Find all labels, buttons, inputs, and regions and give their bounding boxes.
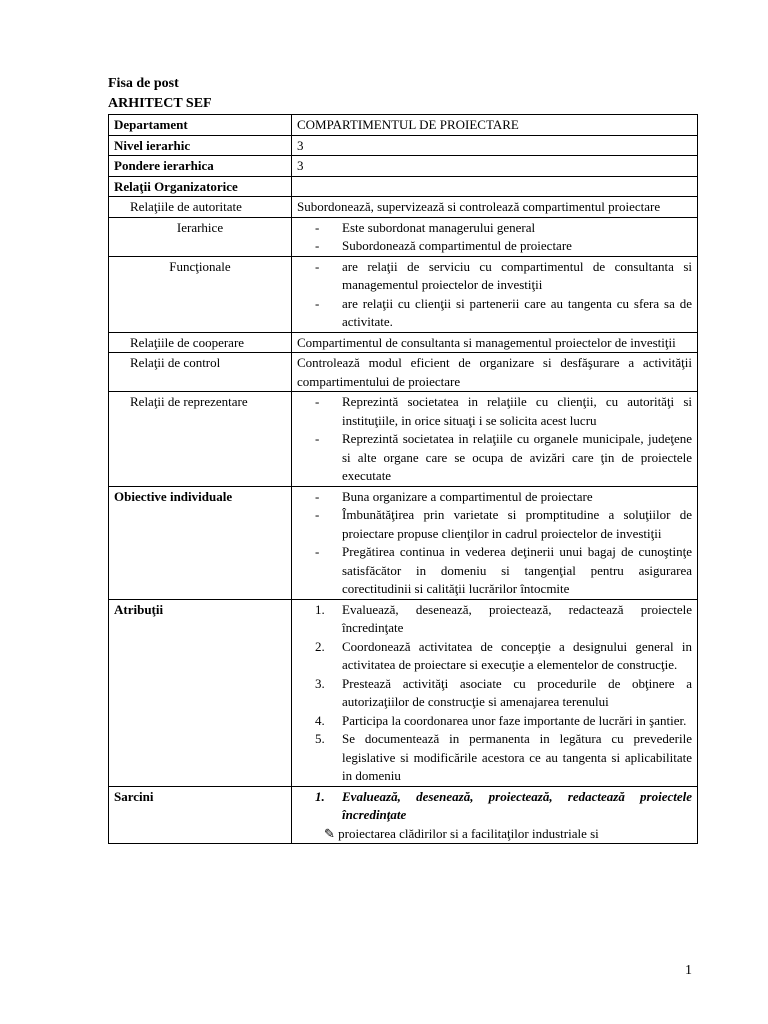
control-label: Relaţii de control bbox=[109, 353, 292, 392]
number-marker: 1. bbox=[315, 788, 325, 804]
dash-marker: - bbox=[315, 295, 320, 311]
table-row bbox=[109, 176, 698, 197]
list-item bbox=[297, 638, 692, 675]
sarcini-bullet-text: proiectarea clădirilor si a facilitaţilor industriale si bbox=[338, 825, 599, 841]
autoritate-value: Subordonează, supervizează si controlează compartimentul proiectare bbox=[292, 197, 698, 218]
table-row bbox=[109, 486, 698, 599]
reprezentare-list-cell bbox=[292, 392, 698, 487]
autoritate-label: Relaţiile de autoritate bbox=[109, 197, 292, 218]
table-row bbox=[109, 353, 698, 392]
list-item-text: Pregătirea continua in vederea deţinerii unui bagaj de cunoştinţe satisfăcător in domeniu si tangenţial pentru asigurarea corectitudinii si calităţii lucrărilor întocmite bbox=[342, 544, 692, 596]
nivel-label: Nivel ierarhic bbox=[109, 135, 292, 156]
functionale-label: Funcţionale bbox=[109, 256, 292, 332]
table-row bbox=[109, 332, 698, 353]
functionale-list bbox=[297, 258, 692, 332]
number-marker: 4. bbox=[315, 712, 325, 728]
sarcini-bullet bbox=[297, 825, 692, 844]
table-row bbox=[109, 786, 698, 844]
list-item bbox=[297, 430, 692, 486]
document-title: Fisa de post bbox=[108, 76, 179, 91]
number-marker: 1. bbox=[315, 601, 325, 617]
list-item-text: Coordonează activitatea de concepţie a designului general in activitatea de proiectare si execuţie a elementelor de construcţie. bbox=[342, 638, 692, 672]
list-item-text: Este subordonat managerului general bbox=[342, 219, 536, 235]
list-item bbox=[297, 488, 692, 507]
table-row bbox=[109, 599, 698, 786]
sarcini-label: Sarcini bbox=[109, 786, 292, 844]
dash-marker: - bbox=[315, 488, 320, 504]
reprezentare-label: Relaţii de reprezentare bbox=[109, 392, 292, 487]
pencil-icon: ✎ bbox=[324, 825, 335, 841]
list-item-text: Îmbunătăţirea prin varietate si promptitudine a soluţiilor de proiectare propuse clienţilor in cadrul proiectelor de investiţii bbox=[342, 507, 692, 541]
list-item-text: Se documentează in permanenta in legătura cu prevederile legislative si modificările acestora ce au tangenta si aplicabilitate in domeniu bbox=[342, 731, 692, 783]
cooperare-value: Compartimentul de consultanta si managementul proiectelor de investiţii bbox=[292, 332, 698, 353]
atributii-list bbox=[297, 601, 692, 786]
control-value: Controlează modul eficient de organizare si desfăşurare a activităţii compartimentului de proiectare bbox=[292, 353, 698, 392]
list-item-text: are relaţii cu clienţii si partenerii care au tangenta cu sfera sa de activitate. bbox=[342, 295, 692, 329]
list-item bbox=[297, 601, 692, 638]
table-row bbox=[109, 135, 698, 156]
functionale-list-cell bbox=[292, 256, 698, 332]
dash-marker: - bbox=[315, 394, 320, 409]
job-title: ARHITECT SEF bbox=[108, 96, 212, 111]
list-item-text: Subordonează compartimentul de proiectare bbox=[342, 238, 572, 253]
list-item bbox=[297, 788, 692, 825]
departament-value: COMPARTIMENTUL DE PROIECTARE bbox=[292, 115, 698, 136]
relatii-org-value bbox=[292, 176, 698, 197]
ierarhice-list bbox=[297, 219, 692, 256]
job-description-table bbox=[108, 114, 698, 844]
dash-marker: - bbox=[315, 238, 320, 253]
table-row bbox=[109, 256, 698, 332]
list-item bbox=[297, 393, 692, 430]
list-item bbox=[297, 219, 692, 238]
sarcini-list bbox=[297, 788, 692, 825]
relatii-org-label: Relaţii Organizatorice bbox=[109, 176, 292, 197]
atributii-label: Atribuţii bbox=[109, 599, 292, 786]
dash-marker: - bbox=[315, 507, 320, 522]
sarcini-title-text: Evaluează, desenează, proiectează, redactează proiectele încredinţate bbox=[342, 788, 692, 822]
pondere-label: Pondere ierarhica bbox=[109, 156, 292, 177]
obiective-list-cell bbox=[292, 486, 698, 599]
reprezentare-list bbox=[297, 393, 692, 486]
list-item-text: Reprezintă societatea in relaţiile cu organele municipale, judeţene si alte organe care se ocupa de avizări care ţin de proiectele executate bbox=[342, 431, 692, 483]
table-row bbox=[109, 156, 698, 177]
number-marker: 2. bbox=[315, 638, 325, 654]
departament-label: Departament bbox=[109, 115, 292, 136]
cooperare-label: Relaţiile de cooperare bbox=[109, 332, 292, 353]
obiective-label: Obiective individuale bbox=[109, 486, 292, 599]
dash-marker: - bbox=[315, 258, 320, 274]
list-item-text: Buna organizare a compartimentul de proiectare bbox=[342, 488, 593, 504]
number-marker: 3. bbox=[315, 675, 325, 691]
list-item bbox=[297, 675, 692, 712]
obiective-list bbox=[297, 488, 692, 599]
sarcini-cell bbox=[292, 786, 698, 844]
number-marker: 5. bbox=[315, 731, 325, 746]
nivel-value: 3 bbox=[292, 135, 698, 156]
list-item bbox=[297, 506, 692, 543]
table-row bbox=[109, 197, 698, 218]
list-item bbox=[297, 237, 692, 256]
atributii-list-cell bbox=[292, 599, 698, 786]
list-item-text: Prestează activităţi asociate cu procedurile de obţinere a autorizaţiilor de construcţie si amenajarea terenului bbox=[342, 675, 692, 709]
ierarhice-label: Ierarhice bbox=[109, 217, 292, 256]
pondere-value: 3 bbox=[292, 156, 698, 177]
list-item bbox=[297, 712, 692, 731]
list-item-text: Participa la coordonarea unor faze importante de lucrări in şantier. bbox=[342, 712, 687, 728]
list-item bbox=[297, 258, 692, 295]
table-row bbox=[109, 392, 698, 487]
table-row bbox=[109, 115, 698, 136]
list-item-text: Reprezintă societatea in relaţiile cu clienţii, cu autorităţi si instituţiile, in orice situaţi i se solicita acest lucru bbox=[342, 394, 692, 428]
dash-marker: - bbox=[315, 431, 320, 446]
page-number: 1 bbox=[685, 963, 692, 978]
table-row bbox=[109, 217, 698, 256]
list-item-text: are relaţii de serviciu cu compartimentul de consultanta si managementul proiectelor de investiţii bbox=[342, 258, 692, 292]
list-item-text: Evaluează, desenează, proiectează, redactează proiectele încredinţate bbox=[342, 601, 692, 635]
list-item bbox=[297, 730, 692, 786]
list-item bbox=[297, 295, 692, 332]
ierarhice-list-cell bbox=[292, 217, 698, 256]
list-item bbox=[297, 543, 692, 599]
dash-marker: - bbox=[315, 544, 320, 559]
dash-marker: - bbox=[315, 219, 320, 235]
